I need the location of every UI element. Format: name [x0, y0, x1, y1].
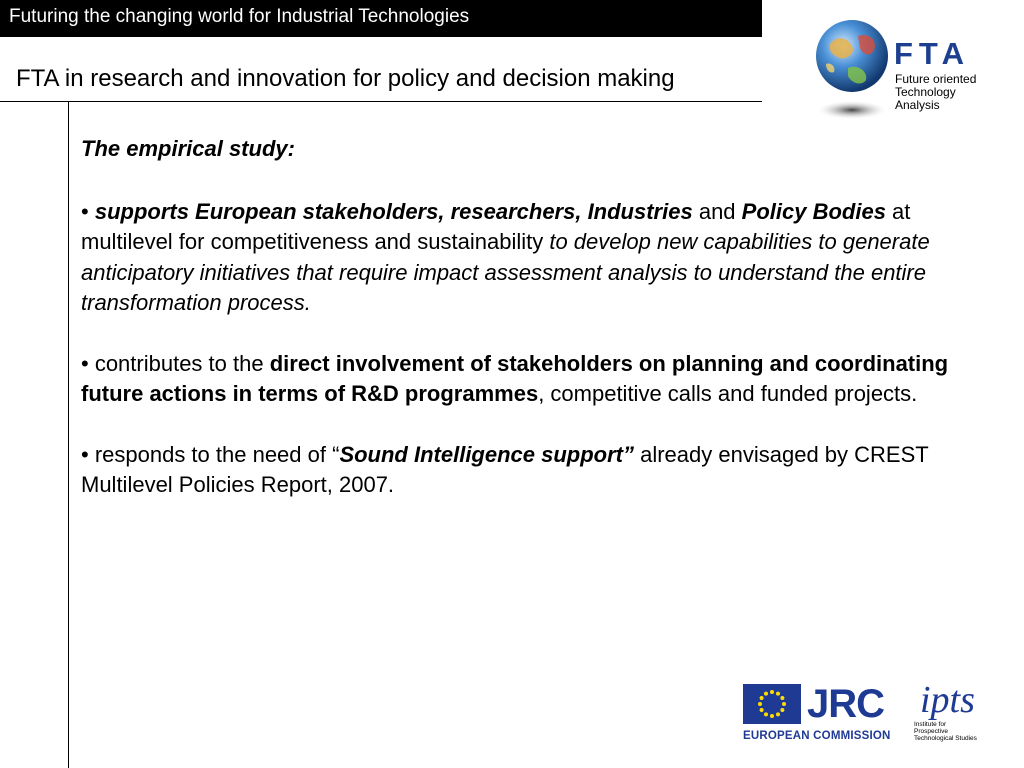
fta-tagline-line1: Future oriented: [895, 72, 977, 86]
ipts-mark-icon: [912, 676, 1002, 722]
text-segment: already envisaged by CREST Multilevel Policies Report, 2007.: [81, 441, 929, 497]
fta-tagline: [895, 73, 976, 112]
ipts-line1: Institute for: [914, 721, 947, 728]
eu-flag-icon: [743, 684, 801, 724]
slide-body: [81, 134, 961, 531]
text-segment: , competitive calls and funded projects.: [538, 381, 918, 406]
text-segment: and: [692, 198, 742, 224]
text-segment: • contributes to the: [81, 350, 270, 376]
ipts-mark-text: ipts: [920, 679, 975, 721]
ipts-logo: [912, 676, 1002, 750]
emphasis-stakeholders: supports European stakeholders, researchers, Industries: [94, 198, 693, 224]
globe-icon: [812, 14, 896, 126]
text-segment: • responds to the need of “: [81, 441, 340, 467]
title-divider: [0, 101, 762, 102]
bullet-paragraph-1: [81, 197, 961, 319]
emphasis-direct-involvement: direct involvement of stakeholders on planning and coordinating future actions in terms of R&D programmes: [81, 350, 949, 406]
fta-tagline-line3: Analysis: [895, 98, 940, 112]
fta-logo: [812, 14, 992, 126]
jrc-wordmark: JRC: [807, 682, 885, 726]
text-segment: at multilevel for competitiveness and sustainability: [81, 198, 911, 254]
italic-segment: to develop new capabilities to generate anticipatory initiatives that require impact assessment analysis to understand the entire transformation process.: [81, 229, 930, 315]
top-banner-title: Futuring the changing world for Industrial Technologies: [0, 0, 762, 37]
section-heading: The empirical study:: [81, 136, 295, 161]
bullet-marker: •: [81, 198, 95, 224]
bullet-paragraph-3: [81, 440, 961, 501]
eu-stars-icon: [743, 684, 801, 724]
ipts-line2: Prospective: [914, 728, 948, 735]
fta-acronym: FTA: [894, 36, 970, 71]
emphasis-sound-intelligence: Sound Intelligence support”: [339, 441, 634, 467]
left-margin-rule: [68, 101, 69, 768]
jrc-logo: [743, 682, 891, 746]
european-commission-label: EUROPEAN COMMISSION: [743, 730, 891, 742]
emphasis-policy-bodies: Policy Bodies: [741, 198, 886, 224]
bullet-paragraph-2: [81, 349, 961, 410]
ipts-line3: Technological Studies: [914, 735, 977, 742]
slide-title: FTA in research and innovation for policy and decision making: [16, 65, 675, 92]
ipts-institute-name: [914, 721, 977, 742]
fta-tagline-line2: Technology: [895, 85, 956, 99]
